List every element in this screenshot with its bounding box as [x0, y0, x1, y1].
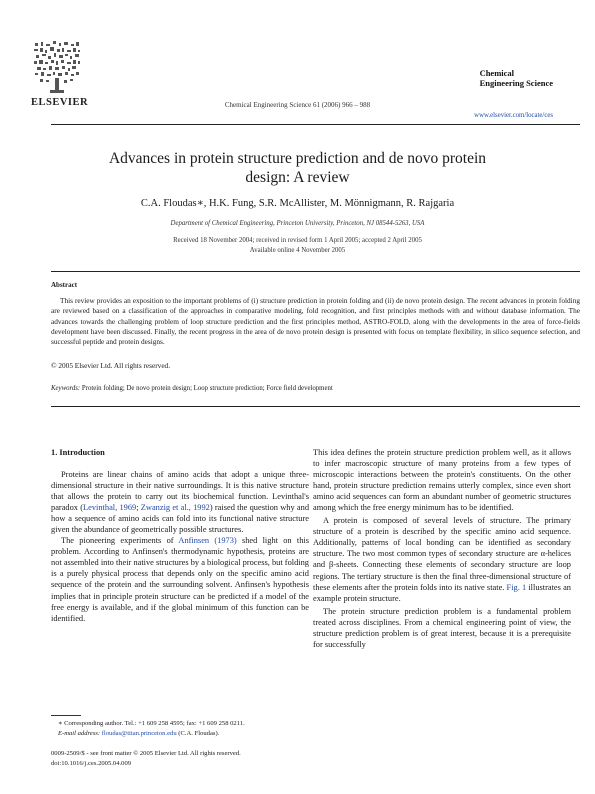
- paragraph: The pioneering experiments of Anfinsen (1973) shed light on this problem. According to Anfinsen's thermodynamic hypothesis, proteins are not assembled into their native structures by a biological process, but folding is a purely physical process that depends only on the specific amino acid sequence of the protein and the surrounding solvent. Anfinsen's hypothesis implies that in principle protein structure can be predicted if a model of the free energy is available, and if the global minimum of this function can be identified.: [51, 536, 309, 623]
- journal-name-line2: Engineering Science: [479, 78, 553, 88]
- left-column: [51, 469, 309, 624]
- journal-citation: Chemical Engineering Science 61 (2006) 966 – 988: [224, 101, 371, 109]
- journal-name-line1: Chemical: [479, 68, 515, 78]
- affiliation: Department of Chemical Engineering, Princeton University, Princeton, NJ 08544-5263, USA: [170, 220, 425, 227]
- article-dates: [40, 236, 555, 256]
- email-link[interactable]: floudas@titan.princeton.edu: [101, 730, 177, 737]
- elsevier-tree-logo: [32, 40, 82, 96]
- citation-link-levinthal[interactable]: Levinthal, 1969: [83, 503, 137, 513]
- paragraph: This idea defines the protein structure prediction problem well, as it allows to infer macroscopic structure of many proteins from a few types of microscopic interactions between the protein's constituents. On the other hand, protein structure prediction remains utterly complex, since even short amino acid sequences can form an abundant number of geometric structures among which the free energy minimum has to be identified.: [313, 448, 571, 513]
- issn-doi: [51, 749, 241, 769]
- online-date: Available online 4 November 2005: [249, 247, 346, 254]
- keywords: [51, 385, 333, 392]
- abstract-heading: Abstract: [51, 281, 78, 289]
- section-title-introduction: 1. Introduction: [51, 448, 105, 457]
- publisher-name: ELSEVIER: [31, 97, 89, 108]
- paragraph: The protein structure prediction problem is a fundamental problem treated across disciplines. From a chemical engineering point of view, the structure prediction problem is of great interest, because it is a prerequisite for successfully: [313, 606, 571, 649]
- right-column: [313, 447, 571, 650]
- issn-line: 0009-2509/$ - see front matter © 2005 Elsevier Ltd. All rights reserved.: [51, 750, 241, 757]
- keywords-label: Keywords:: [51, 385, 81, 392]
- doi-line: doi:10.1016/j.ces.2005.04.009: [51, 760, 132, 767]
- title-line2: design: A review: [245, 169, 350, 186]
- title-line1: Advances in protein structure prediction and de novo protein: [108, 150, 487, 167]
- email-line: E-mail address: floudas@titan.princeton.edu (C.A. Floudas).: [58, 730, 220, 737]
- header-divider: [51, 124, 580, 125]
- footnote-separator: [51, 715, 81, 716]
- article-title: [60, 149, 535, 187]
- abstract-text: This review provides an exposition to the important problems of (i) structure prediction in protein folding and (ii) de novo protein design. The recent advances in protein folding are reviewed based on a classification of the approaches in comparative modeling, fold recognition, and first principles methods with and without database information. The advances towards the challenging problem of loop structure prediction and the first principles method, ASTRO-FOLD, along with the developments in the area of force-fields development have been discussed. Finally, the recent progress in the area of de novo protein design is presented with focus on template flexibility, in silico sequence selection, and successful peptide and protein designs.: [51, 296, 580, 347]
- corresponding-author: ∗ Corresponding author. Tel.: +1 609 258 4595; fax: +1 609 258 0211.: [58, 720, 245, 727]
- paragraph: A protein is composed of several levels of structure. The primary structure of a protein is described by the specific amino acid sequence. Additionally, patterns of local bonding can be identified as secondary structure. The two most common types of secondary structure are α-helices and β-sheets. Connecting these elements of secondary structure are loop regions. The tertiary structure is then the final three-dimensional structure of these elements after the protein folds into its native state. Fig. 1 illustrates an example protein structure.: [313, 516, 571, 603]
- paragraph: Proteins are linear chains of amino acids that adopt a unique three-dimensional structure in their native surroundings. It is this native structure that allows the protein to carry out its biochemical function. Levinthal's paradox (Levinthal, 1969; Zwanzig et al., 1992) raised the question why and how a sequence of amino acids can fold into its functional native structure given the abundance of geometrically possible structures.: [51, 470, 310, 535]
- figure-link-fig1[interactable]: Fig. 1: [506, 582, 527, 592]
- footnote: [58, 719, 245, 739]
- abstract-top-divider: [51, 271, 580, 272]
- abstract-bottom-divider: [51, 406, 580, 407]
- author-list: C.A. Floudas∗, H.K. Fung, S.R. McAllister, M. Mönnigmann, R. Rajgaria: [140, 198, 455, 209]
- keywords-list: Protein folding; De novo protein design; Loop structure prediction; Force field development: [81, 385, 333, 392]
- received-dates: Received 18 November 2004; received in revised form 1 April 2005; accepted 2 April 2005: [173, 237, 422, 244]
- journal-name: [480, 68, 553, 88]
- journal-url-link[interactable]: www.elsevier.com/locate/ces: [474, 112, 553, 119]
- citation-link-zwanzig[interactable]: Zwanzig et al., 1992: [140, 503, 210, 513]
- email-label: E-mail address:: [58, 730, 101, 737]
- abstract-copyright: © 2005 Elsevier Ltd. All rights reserved.: [51, 361, 171, 370]
- citation-link-anfinsen[interactable]: Anfinsen (1973): [178, 536, 237, 546]
